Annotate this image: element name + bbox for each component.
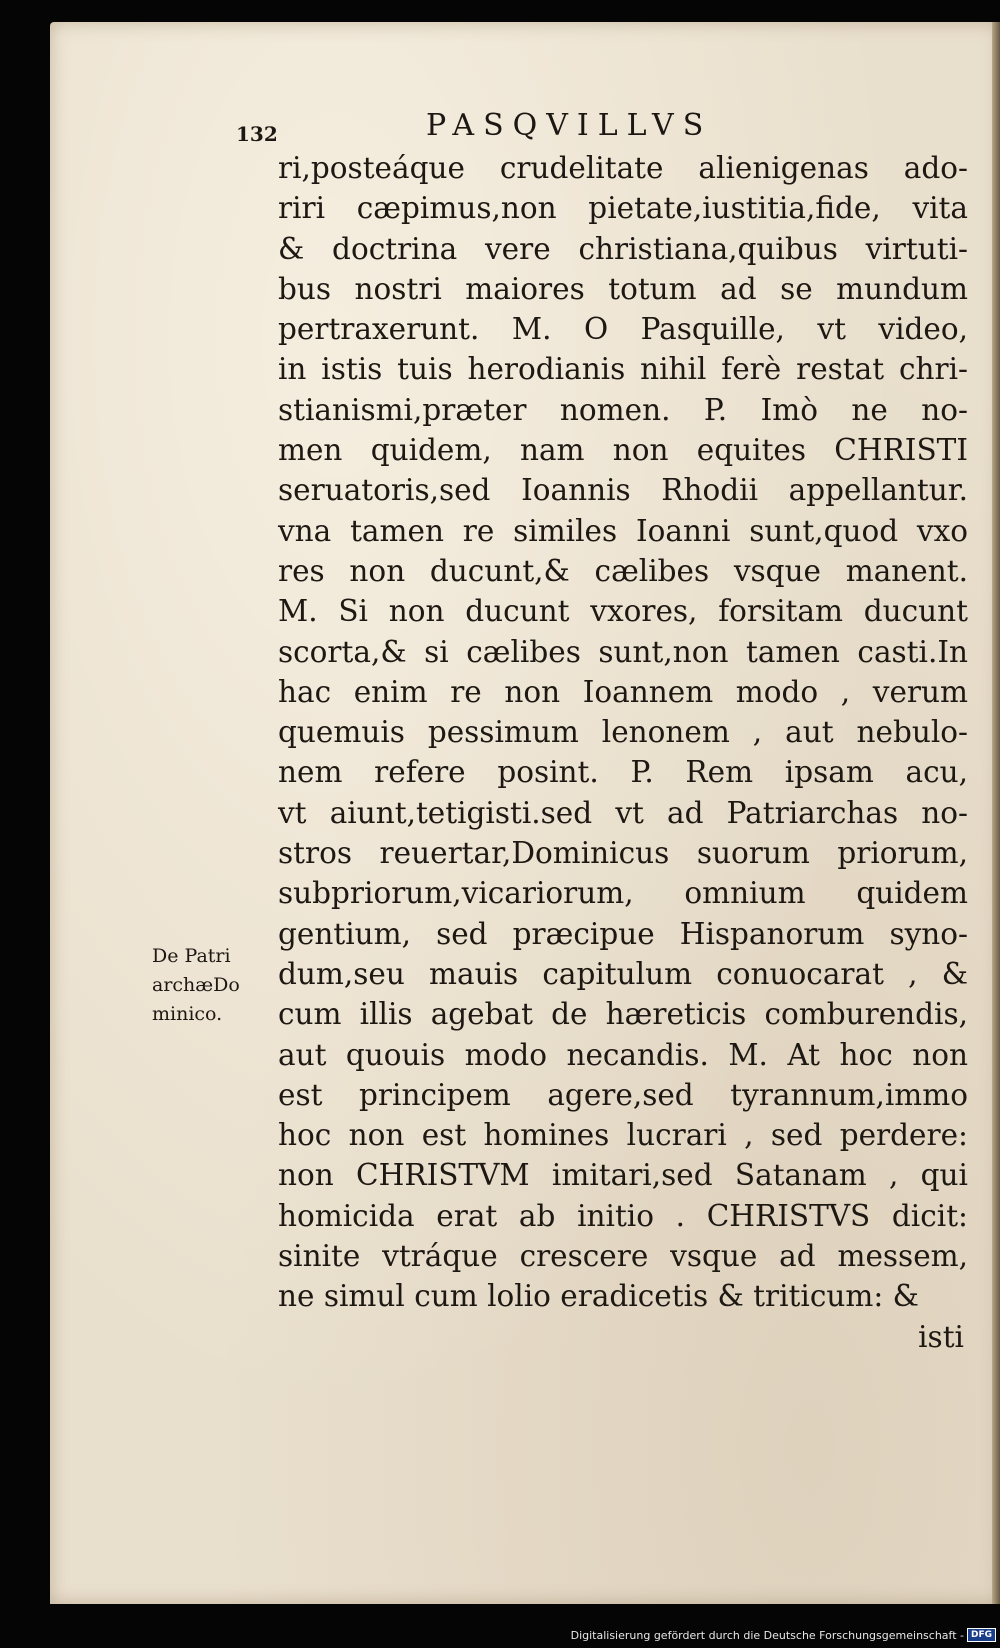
page-number: 132 [236,122,278,146]
marginal-note-line: De Patri [152,945,231,967]
text-line: scorta,& si cælibes sunt,non tamen casti.In [278,634,968,669]
text-line: stianismi,præter nomen. P. Imò ne no- [278,392,968,427]
credit-text: Digitalisierung gefördert durch die Deutsche Forschungsgemeinschaft - [570,1628,964,1642]
marginal-note-line: minico. [152,1003,223,1025]
text-line: sinite vtráque crescere vsque ad messem, [278,1239,968,1274]
text-line: M. Si non ducunt vxores, forsitam ducunt [278,594,968,629]
text-line: hoc non est homines lucrari , sed perdere: [278,1118,968,1153]
text-line: aut quouis modo necandis. M. At hoc non [278,1037,968,1072]
running-head [236,108,796,148]
text-line: cum illis agebat de hæreticis comburendis, [278,997,968,1032]
text-line: subpriorum,vicariorum, omnium quidem [278,876,968,911]
text-line: dum,seu mauis capitulum conuocarat , & [278,956,968,991]
marginal-note-line: archæDo [152,974,240,996]
text-line: res non ducunt,& cælibes vsque manent. [278,553,968,588]
text-line: homicida erat ab initio . CHRISTVS dicit: [278,1198,968,1233]
body-text [278,148,968,1357]
marginal-note [152,942,270,1029]
text-line: ri,posteáque crudelitate alienigenas ado- [278,151,968,185]
text-line: stros reuertar,Dominicus suorum priorum, [278,836,968,871]
page-edge [992,22,1000,1604]
text-line: vna tamen re similes Ioanni sunt,quod vxo [278,513,968,548]
text-line: pertraxerunt. M. O Pasquille, vt video, [278,312,968,347]
text-line: seruatoris,sed Ioannis Rhodii appellantur. [278,473,968,508]
text-line: vt aiunt,tetigisti.sed vt ad Patriarchas no- [278,795,968,830]
text-line: est principem agere,sed tyrannum,immo [278,1077,968,1112]
dfg-logo: DFG [967,1628,996,1642]
text-line: hac enim re non Ioannem modo , verum [278,674,968,709]
text-line: in istis tuis herodianis nihil ferè restat chri- [278,352,968,387]
catchword: isti [918,1319,964,1354]
text-line: nem refere posint. P. Rem ipsam acu, [278,755,968,790]
text-line: non CHRISTVM imitari,sed Satanam , qui [278,1158,968,1193]
text-line: men quidem, nam non equites CHRISTI [278,433,968,468]
text-line: riri cæpimus,non pietate,iustitia,fide, vita [278,191,968,226]
text-line: & doctrina vere christiana,quibus virtuti- [278,231,968,266]
digitization-credit [571,1628,996,1642]
text-line: bus nostri maiores totum ad se mundum [278,271,968,306]
running-title: PASQVILLVS [426,108,713,143]
text-line: quemuis pessimum lenonem , aut nebulo- [278,715,968,750]
text-line: ne simul cum lolio eradicetis & triticum: & [278,1279,919,1314]
text-line: gentium, sed præcipue Hispanorum syno- [278,916,968,951]
